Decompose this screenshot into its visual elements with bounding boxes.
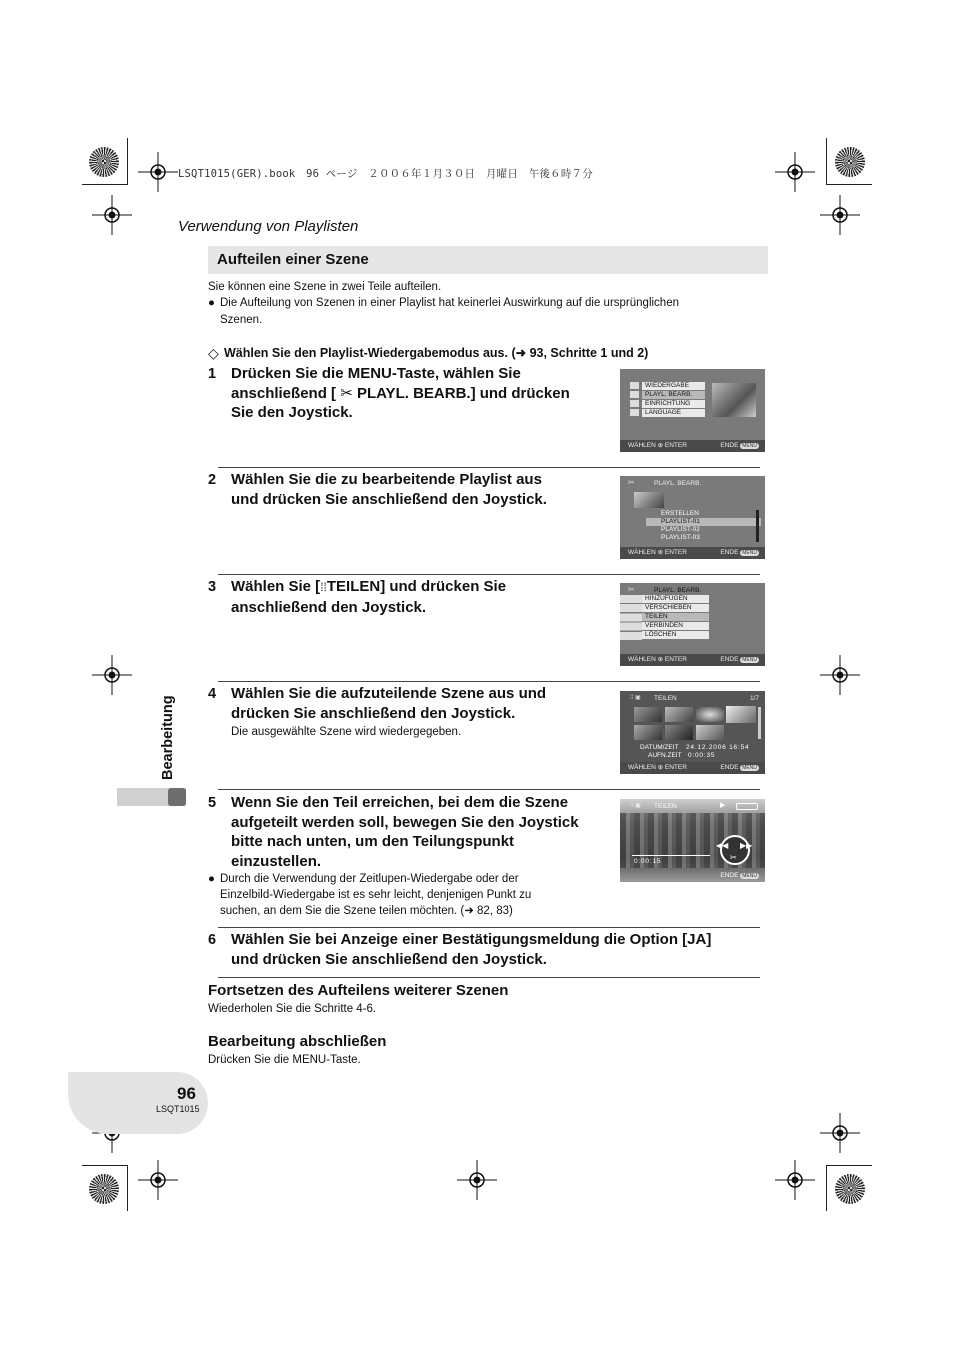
continue-text: Wiederholen Sie die Schritte 4-6.: [208, 1003, 377, 1015]
split-icon: ⁞⁞ ▣: [630, 695, 641, 701]
menu-item-selected: PLAYLIST-01: [646, 518, 761, 526]
registration-mark: [457, 1160, 497, 1200]
scissors-icon: ✂: [628, 585, 635, 594]
divider: [218, 789, 760, 790]
screen-playlist: [620, 476, 765, 559]
registration-mark: [820, 655, 860, 695]
thumbnail-selected: [726, 706, 756, 723]
menu-item: WIEDERGABE: [642, 382, 705, 390]
divider: [218, 467, 760, 468]
rewind-icon: ◀◀: [716, 841, 729, 850]
bullet-icon: ●: [208, 873, 215, 885]
section-heading: Verwendung von Playlisten: [178, 218, 359, 235]
step-number: 6: [208, 932, 217, 948]
thumbnail: [665, 725, 693, 740]
menu-icon: [620, 595, 642, 641]
menu-item: PLAYLIST-02: [661, 526, 700, 533]
scrollbar: [756, 510, 759, 542]
color-target-mark: [835, 1174, 865, 1204]
thumbnail: [634, 725, 662, 740]
title-bar: [208, 246, 768, 274]
registration-mark: [138, 1160, 178, 1200]
time-display: 0:00:15: [634, 858, 662, 865]
continue-heading: Fortsetzen des Aufteilens weiterer Szenen: [208, 982, 509, 999]
registration-mark: [820, 195, 860, 235]
crop-line: [127, 1165, 128, 1211]
menu-item: VERBINDEN: [642, 622, 709, 630]
crop-line: [82, 184, 128, 185]
crop-line: [127, 138, 128, 184]
pre-step: Wählen Sie den Playlist-Wiedergabemodus aus. (➜ 93, Schritte 1 und 2): [224, 346, 649, 360]
thumbnail: [634, 707, 662, 722]
registration-mark: [775, 1160, 815, 1200]
step-6-text: Wählen Sie bei Anzeige einer Bestätigungsmeldung die Option [JA] und drücken Sie anschließend den Joystick.: [231, 931, 712, 968]
step-number: 4: [208, 686, 217, 702]
play-icon: ▶: [720, 802, 726, 809]
scissors-icon: ✂: [730, 853, 737, 862]
step-number: 2: [208, 472, 217, 488]
divider: [218, 574, 760, 575]
split-point-bar: [632, 855, 710, 856]
menu-item: ERSTELLEN: [661, 510, 699, 517]
step-4-note: Die ausgewählte Szene wird wiedergegeben.: [231, 726, 462, 738]
rec-time-value: 0:00:35: [688, 752, 716, 759]
color-target-mark: [835, 147, 865, 177]
preview-image: [712, 383, 756, 417]
crop-line: [826, 1165, 872, 1166]
split-icon: ⁞⁞ ▣: [630, 803, 641, 809]
menu-item: LANGUAGE: [642, 409, 705, 417]
registration-mark: [138, 152, 178, 192]
print-header: LSQT1015(GER).book 96 ページ ２００６年１月３０日 月曜日 午後６時７分: [178, 168, 593, 180]
step-5-bullet: Durch die Verwendung der Zeitlupen-Wiedergabe oder der: [220, 873, 519, 885]
color-target-mark: [89, 1174, 119, 1204]
step-number: 1: [208, 366, 217, 382]
chapter-tab: [117, 788, 186, 806]
menu-item: PLAYLIST-03: [661, 534, 700, 541]
screen-title: PLAYL. BEARB.: [654, 587, 702, 594]
thumbnail: [696, 725, 724, 740]
scrollbar: [758, 707, 761, 739]
screen-title: TEILEN: [654, 803, 677, 810]
page-number: 96: [177, 1084, 196, 1103]
divider: [218, 927, 760, 928]
step-number: 3: [208, 579, 217, 595]
intro-bullet: Die Aufteilung von Szenen in einer Playlist hat keinerlei Auswirkung auf die ursprünglichen: [220, 297, 679, 309]
menu-item: LÖSCHEN: [642, 631, 709, 639]
split-icon: ⁞⁞: [320, 580, 327, 594]
date-value: 24.12.2006 16:54: [686, 744, 750, 751]
step-number: 5: [208, 795, 217, 811]
scissors-icon: ✂: [336, 384, 357, 402]
menu-item: VERSCHIEBEN: [642, 604, 709, 612]
registration-mark: [92, 195, 132, 235]
page-code: LSQT1015: [156, 1104, 200, 1114]
screen-scene-select: [620, 691, 765, 774]
date-label: DATUM/ZEIT: [640, 744, 679, 751]
screen-footer: WÄHLEN ⊕ ENTER ENDE MENU: [620, 654, 765, 666]
menu-item-selected: PLAYL. BEARB.: [642, 391, 705, 399]
screen-footer: WÄHLEN ⊕ ENTER ENDE MENU: [620, 547, 765, 559]
screen-menu: [620, 369, 765, 452]
crop-line: [82, 1165, 128, 1166]
screen-end-label: ENDE MENU: [720, 872, 757, 879]
menu-item-selected: TEILEN: [642, 613, 709, 621]
intro-text: Sie können eine Szene in zwei Teile aufteilen.: [208, 281, 442, 293]
rec-time-label: AUFN.ZEIT: [648, 752, 682, 759]
scissors-icon: ✂: [628, 478, 635, 487]
finish-text: Drücken Sie die MENU-Taste.: [208, 1054, 361, 1066]
divider: [218, 977, 760, 978]
step-5-bullet-cont: suchen, an dem Sie die Szene teilen möchten. (➜ 82, 83): [220, 905, 513, 917]
scene-counter: 1/7: [749, 695, 759, 702]
screen-split-playback: [620, 799, 765, 882]
registration-mark: [92, 655, 132, 695]
crop-line: [826, 184, 872, 185]
page-title: Aufteilen einer Szene: [217, 251, 369, 268]
chapter-tab-marker: [168, 788, 186, 806]
side-chapter-label: Bearbeitung: [160, 695, 176, 780]
battery-icon: [736, 803, 758, 810]
screen-edit-menu: [620, 583, 765, 666]
step-1-text: Drücken Sie die MENU-Taste, wählen Sie anschließend [ ✂ PLAYL. BEARB.] und drücken Sie den Joystick.: [231, 365, 570, 421]
step-3-text: Wählen Sie [⁞⁞TEILEN] und drücken Sie anschließend den Joystick.: [231, 578, 507, 616]
screen-title: TEILEN: [654, 695, 677, 702]
crop-line: [826, 138, 827, 184]
finish-heading: Bearbeitung abschließen: [208, 1033, 387, 1050]
step-5-bullet-cont: Einzelbild-Wiedergabe ist es sehr leicht, denjenigen Punkt zu: [220, 889, 532, 901]
forward-icon: ▶▶: [740, 841, 753, 850]
preview-image: [634, 492, 664, 508]
divider: [218, 681, 760, 682]
menu-item: HINZUFÜGEN: [642, 595, 709, 603]
step-5-text: Wenn Sie den Teil erreichen, bei dem die Szene aufgeteilt werden soll, bewegen Sie den Joystick bitte nach unten, um den Teilungspunkt einzustellen.: [231, 794, 579, 870]
screen-footer: WÄHLEN ⊕ ENTER ENDE MENU: [620, 440, 765, 452]
thumbnail: [665, 707, 693, 722]
bullet-icon: ●: [208, 297, 215, 309]
registration-mark: [775, 152, 815, 192]
menu-item: EINRICHTUNG: [642, 400, 705, 408]
screen-footer: WÄHLEN ⊕ ENTER ENDE MENU: [620, 762, 765, 774]
diamond-icon: ◇: [208, 345, 219, 361]
step-2-text: Wählen Sie die zu bearbeitende Playlist aus und drücken Sie anschließend den Joystick.: [231, 471, 547, 508]
registration-mark: [820, 1113, 860, 1153]
screen-title: PLAYL. BEARB.: [654, 480, 702, 487]
intro-bullet-cont: Szenen.: [220, 314, 263, 326]
step-4-text: Wählen Sie die aufzuteilende Szene aus und drücken Sie anschließend den Joystick.: [231, 685, 547, 722]
color-target-mark: [89, 147, 119, 177]
thumbnail: [696, 707, 724, 722]
menu-icon: [630, 382, 639, 416]
crop-line: [826, 1165, 827, 1211]
